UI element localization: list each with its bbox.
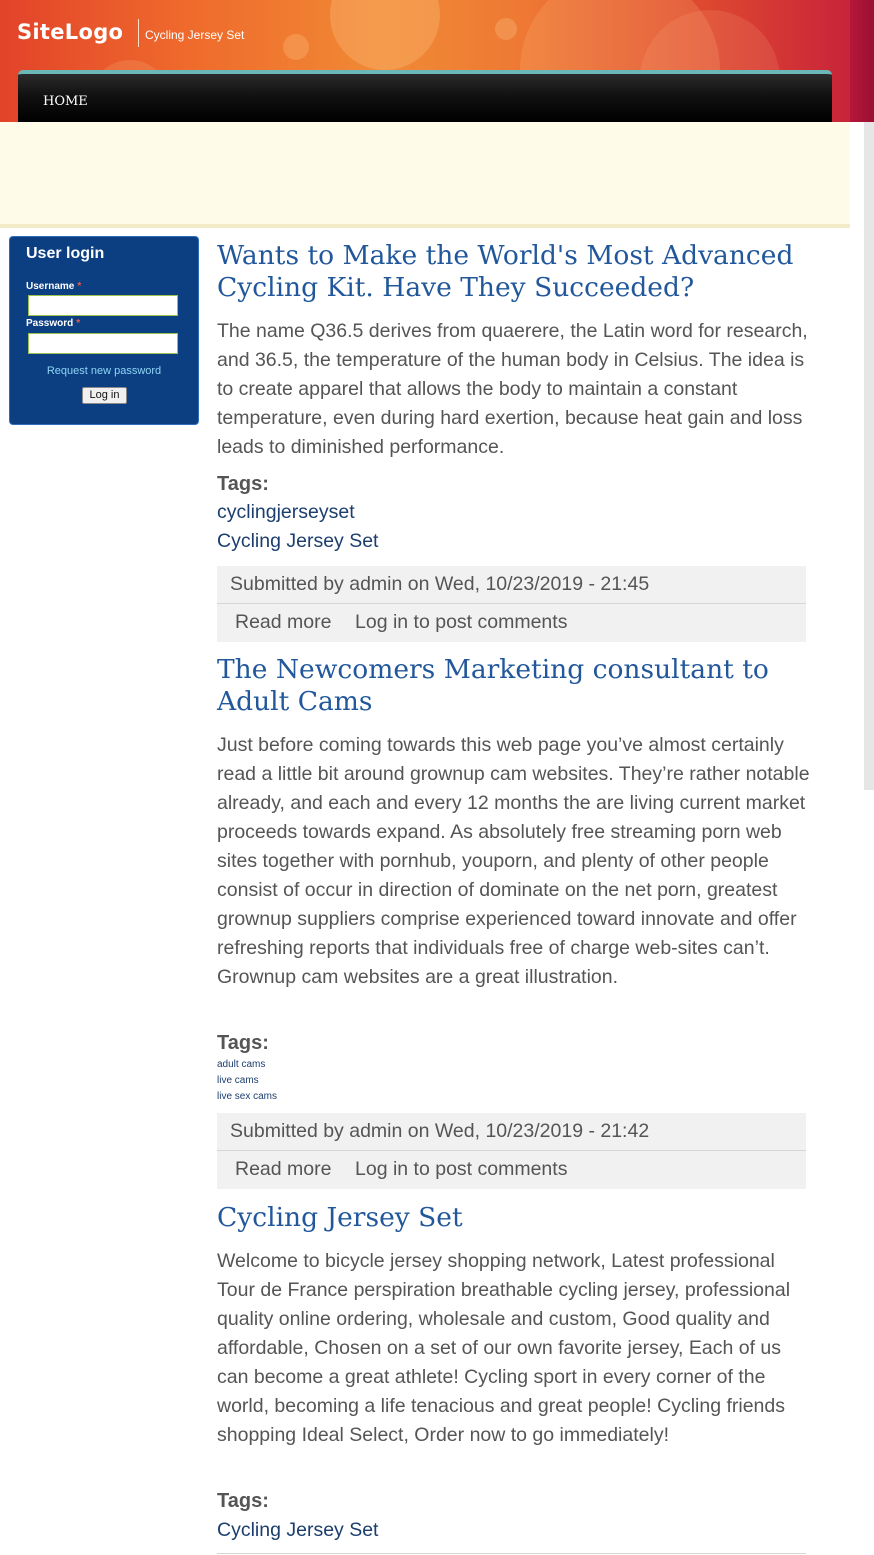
post-title-link[interactable]: The Newcomers Marketing consultant to Adult Cams [217,654,769,717]
request-new-password-link[interactable]: Request new password [46,365,162,377]
login-to-comment-link[interactable]: Log in to post comments [355,1158,568,1180]
read-more-link[interactable]: Read more [235,1158,332,1180]
site-logo[interactable]: SiteLogo [17,20,124,44]
tags-label: Tags: [217,1032,269,1054]
site-header [0,0,850,122]
meta-divider [217,603,806,604]
site-slogan: Cycling Jersey Set [145,28,245,42]
submitted-info: Submitted by admin on Wed, 10/23/2019 - 21:45 [230,573,650,595]
post-meta [217,566,806,642]
required-marker: * [77,281,82,292]
tag-link[interactable]: live cams [217,1075,259,1086]
header-bubble-decoration [283,34,309,60]
username-field[interactable] [28,295,178,316]
user-login-block [9,236,199,425]
header-bubble-decoration [495,18,517,40]
tag-link[interactable]: cyclingjerseyset [217,501,355,523]
password-field[interactable] [28,333,178,354]
meta-divider [217,1150,806,1151]
login-to-comment-link[interactable]: Log in to post comments [355,611,568,633]
post-body: The name Q36.5 derives from quaerere, the Latin word for research, and 36.5, the temperature of the human body in Celsius. The idea is to create apparel that allows the body to maintain a constant temperature, even during hard exertion, because heat gain and loss leads to diminished performance. [217,320,808,458]
login-block-title: User login [26,245,105,262]
logo-divider [138,19,139,47]
login-button[interactable]: Log in [82,387,127,404]
password-label-text: Password [26,318,74,329]
tags-label: Tags: [217,1490,269,1512]
post-body: Just before coming towards this web page you’ve almost certainly read a little bit around grownup cam websites. They’re rather notable already, and each and every 12 months the are living current market proceeds towards expand. As absolutely free streaming porn web sites together with pornhub, youporn, and plenty of other people consist of occur in direction of dominate on the net porn, greatest grownup suppliers comprise experienced toward innovate and offer refreshing reports that individuals free of charge web-sites can’t. Grownup cam websites are a great illustration. [217,734,810,988]
post-body: Welcome to bicycle jersey shopping network, Latest professional Tour de France perspiration breathable cycling jersey, professional quality online ordering, wholesale and custom, Good quality and affordable, Chosen on a set of our own favorite jersey, Each of us can become a great athlete! Cycling sport in every corner of the world, becoming a life tenacious and great people! Cycling friends shopping Ideal Select, Order now to go immediately! [217,1250,791,1446]
username-label-text: Username [26,281,75,292]
tag-link[interactable]: live sex cams [217,1091,278,1102]
meta-divider [217,1553,806,1554]
scrollbar[interactable] [864,122,874,790]
header-edge [850,0,874,122]
submitted-info: Submitted by admin on Wed, 10/23/2019 - 21:42 [230,1120,650,1142]
tag-link[interactable]: adult cams [217,1059,266,1070]
banner-area [0,122,850,228]
main-nav-bar [18,70,832,122]
read-more-link[interactable]: Read more [235,611,332,633]
header-bubble-decoration [330,0,440,70]
required-marker: * [76,318,81,329]
nav-item-home[interactable]: HOME [43,94,88,109]
tag-link[interactable]: Cycling Jersey Set [217,530,379,552]
post-meta [217,1113,806,1189]
tag-link[interactable]: Cycling Jersey Set [217,1519,379,1541]
tags-label: Tags: [217,473,269,495]
post-title-link[interactable]: Cycling Jersey Set [217,1202,463,1233]
password-label [26,318,80,329]
username-label [26,281,81,292]
post-title-link[interactable]: Wants to Make the World's Most Advanced Cycling Kit. Have They Succeeded? [217,240,794,303]
